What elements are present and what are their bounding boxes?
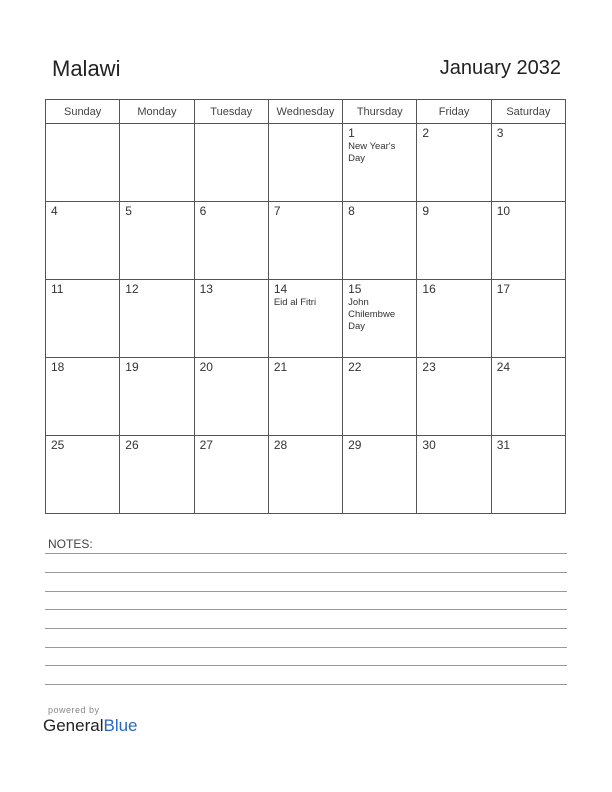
day-cell <box>268 280 342 358</box>
day-number: 27 <box>199 438 213 452</box>
holiday-label: New Year's Day <box>348 141 396 164</box>
day-cell <box>120 280 194 358</box>
weekday-header: Wednesday <box>268 100 342 124</box>
note-line <box>45 591 567 592</box>
brand-general: General <box>43 716 104 735</box>
day-cell <box>343 436 417 514</box>
week-row <box>46 358 566 436</box>
day-cell <box>268 202 342 280</box>
day-number: 11 <box>51 282 64 296</box>
day-number: 28 <box>273 438 288 452</box>
day-cell <box>120 436 194 514</box>
day-number: 17 <box>496 282 511 296</box>
day-number: 24 <box>496 360 511 374</box>
day-cell <box>268 124 342 202</box>
day-number: 26 <box>125 438 139 452</box>
day-number: 5 <box>125 204 132 218</box>
day-cell <box>46 280 120 358</box>
weekday-header: Tuesday <box>194 100 268 124</box>
notes-label: NOTES: <box>48 537 93 551</box>
day-number: 18 <box>51 360 65 374</box>
note-line <box>45 684 567 685</box>
day-number: 22 <box>348 360 362 374</box>
day-number: 9 <box>422 204 430 218</box>
weekday-header: Thursday <box>343 100 417 124</box>
day-number: 30 <box>422 438 436 452</box>
note-line <box>45 609 567 610</box>
day-cell <box>343 280 417 358</box>
weekday-header: Saturday <box>491 100 565 124</box>
day-cell <box>268 436 342 514</box>
day-cell <box>46 358 120 436</box>
day-number <box>195 124 268 127</box>
day-number: 23 <box>422 360 436 374</box>
weekday-header: Friday <box>417 100 491 124</box>
day-number: 19 <box>125 360 139 374</box>
day-number: 20 <box>199 360 213 374</box>
powered-by-text: powered by <box>48 705 100 715</box>
day-cell <box>46 124 120 202</box>
brand-blue: Blue <box>103 716 138 735</box>
day-cell <box>417 202 491 280</box>
day-cell <box>491 358 565 436</box>
day-cell <box>417 358 491 436</box>
day-number: 6 <box>199 204 207 218</box>
day-cell <box>491 280 565 358</box>
day-number <box>120 124 193 127</box>
day-number: 14 <box>273 282 288 296</box>
day-cell <box>491 202 565 280</box>
day-number: 4 <box>51 204 58 218</box>
note-line <box>45 665 567 666</box>
weekday-header-row <box>46 100 566 124</box>
day-cell <box>268 358 342 436</box>
day-cell <box>194 124 268 202</box>
calendar-grid <box>45 99 566 514</box>
day-number: 7 <box>273 204 281 218</box>
day-cell <box>417 280 491 358</box>
week-row <box>46 124 566 202</box>
day-cell <box>343 358 417 436</box>
day-number: 2 <box>422 126 430 140</box>
day-number: 3 <box>496 126 504 140</box>
day-number: 31 <box>496 438 511 452</box>
day-cell <box>46 202 120 280</box>
day-number: 13 <box>199 282 213 296</box>
day-cell <box>417 124 491 202</box>
day-cell <box>343 202 417 280</box>
day-number: 25 <box>51 438 65 452</box>
month-year-title: January 2032 <box>439 57 561 79</box>
note-line <box>45 572 567 573</box>
day-cell <box>194 358 268 436</box>
day-number: 29 <box>348 438 362 452</box>
day-cell <box>417 436 491 514</box>
note-line <box>45 628 567 629</box>
day-cell <box>491 124 565 202</box>
day-cell <box>120 124 194 202</box>
day-cell <box>120 358 194 436</box>
day-number <box>46 124 119 127</box>
weekday-header: Monday <box>120 100 194 124</box>
day-number: 8 <box>348 204 355 218</box>
note-line <box>45 553 567 554</box>
holiday-label: Eid al Fitri <box>273 297 317 308</box>
day-number: 10 <box>496 204 511 218</box>
week-row <box>46 202 566 280</box>
country-title: Malawi <box>52 56 121 81</box>
weekday-header: Sunday <box>46 100 120 124</box>
day-number: 21 <box>273 360 288 374</box>
day-number: 15 <box>348 282 362 296</box>
day-cell <box>46 436 120 514</box>
day-number: 16 <box>422 282 436 296</box>
day-cell <box>194 280 268 358</box>
generalblue-logo <box>43 716 138 736</box>
day-cell <box>343 124 417 202</box>
day-cell <box>194 202 268 280</box>
day-number <box>269 124 342 127</box>
week-row <box>46 280 566 358</box>
day-number: 12 <box>125 282 139 296</box>
day-cell <box>491 436 565 514</box>
holiday-label: John Chilembwe Day <box>348 297 396 332</box>
day-number: 1 <box>348 126 355 140</box>
week-row <box>46 436 566 514</box>
note-line <box>45 647 567 648</box>
day-cell <box>120 202 194 280</box>
day-cell <box>194 436 268 514</box>
